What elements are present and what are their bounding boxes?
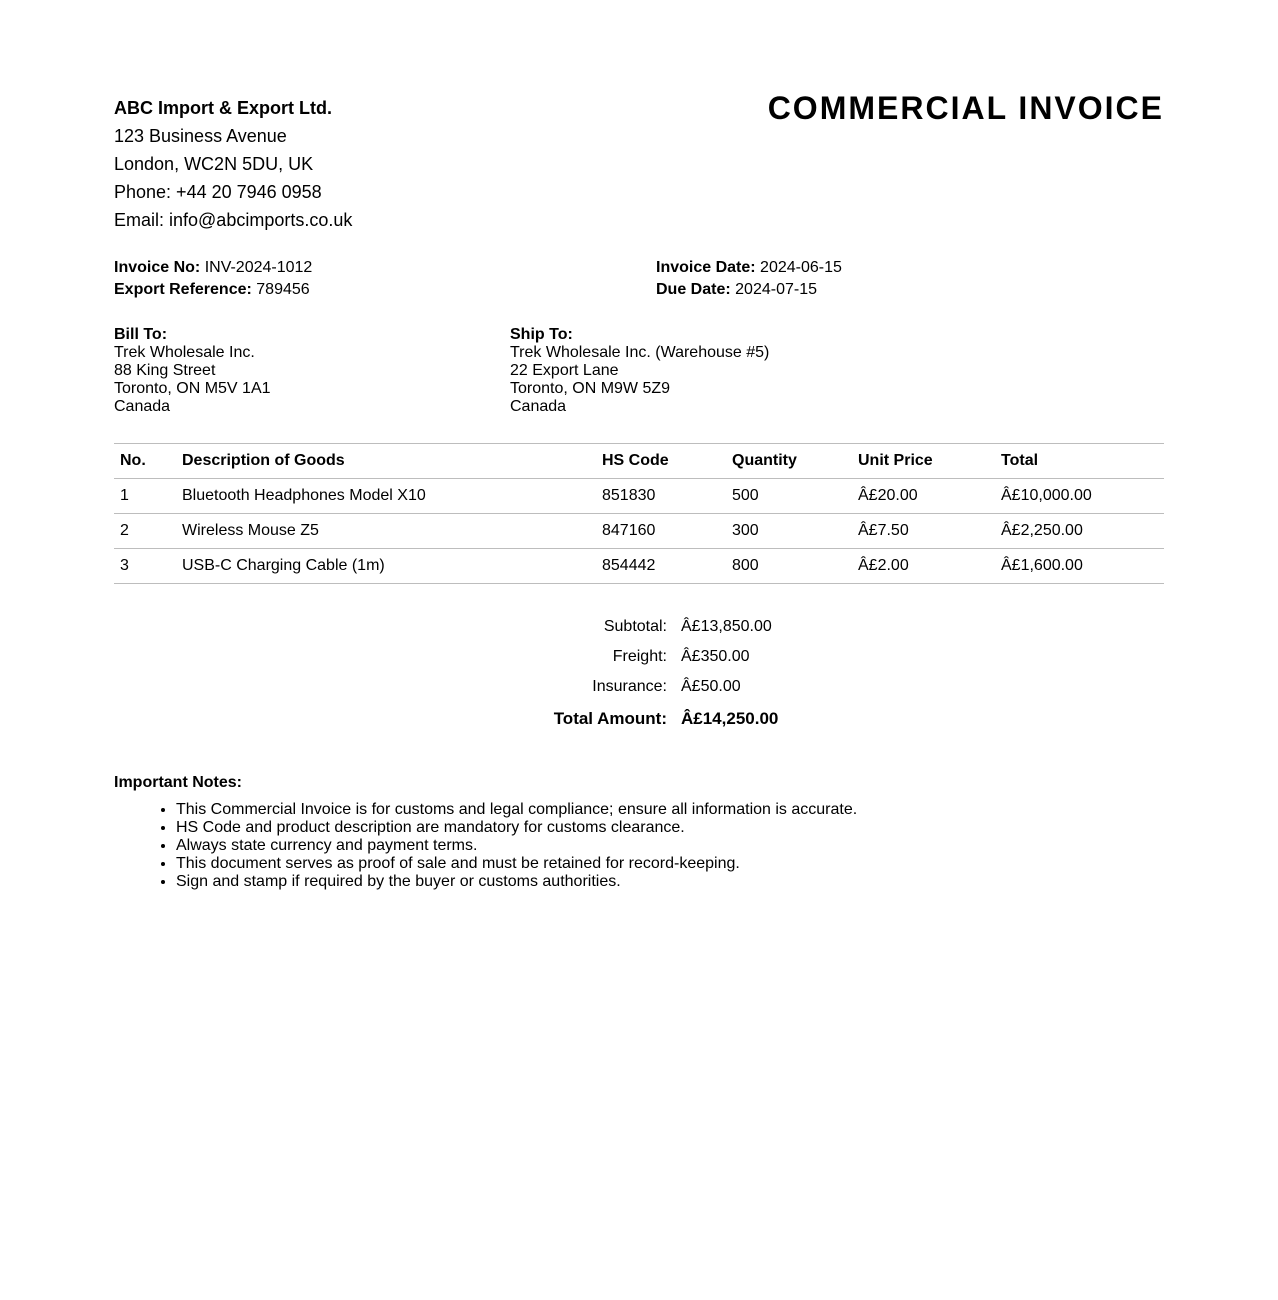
line-items-table [114, 443, 1164, 584]
bill-to-line: Trek Wholesale Inc. [114, 344, 255, 361]
cell-unit-price: Â£20.00 [852, 479, 995, 514]
table-row [114, 514, 1164, 549]
cell-hs-code: 854442 [596, 549, 726, 584]
invoice-number: INV-2024-1012 [204, 259, 313, 276]
export-reference-line [114, 279, 312, 301]
subtotal-value: Â£13,850.00 [681, 618, 772, 635]
table-row [114, 479, 1164, 514]
invoice-date: 2024-06-15 [760, 259, 842, 276]
bill-to-line: Canada [114, 398, 171, 415]
note-item: • Sign and stamp if required by the buyer or customs authorities. [176, 873, 857, 891]
invoice-number-line [114, 257, 312, 279]
ship-to-line: Trek Wholesale Inc. (Warehouse #5) [510, 344, 770, 361]
cell-description: USB-C Charging Cable (1m) [176, 549, 596, 584]
company-name: ABC Import & Export Ltd. [114, 98, 332, 118]
export-reference: 789456 [256, 281, 310, 298]
subtotal-row [114, 612, 1164, 642]
ship-to-line: Canada [510, 398, 567, 415]
due-date: 2024-07-15 [735, 281, 817, 298]
cell-unit-price: Â£7.50 [852, 514, 995, 549]
company-phone: Phone: +44 20 7946 0958 [114, 182, 322, 202]
cell-total: Â£1,600.00 [995, 549, 1164, 584]
freight-row [114, 642, 1164, 672]
note-item: • This document serves as proof of sale and must be retained for record-keeping. [176, 855, 857, 873]
cell-no: 1 [114, 479, 176, 514]
due-date-line [656, 279, 842, 301]
important-notes [114, 773, 857, 891]
cell-unit-price: Â£2.00 [852, 549, 995, 584]
column-header-hs-code: HS Code [596, 444, 726, 479]
insurance-row [114, 672, 1164, 702]
table-header-row [114, 444, 1164, 479]
document-title: COMMERCIAL INVOICE [767, 90, 1164, 126]
invoice-number-label: Invoice No: [114, 259, 201, 276]
cell-total: Â£2,250.00 [995, 514, 1164, 549]
invoice-date-label: Invoice Date: [656, 259, 756, 276]
cell-description: Wireless Mouse Z5 [176, 514, 596, 549]
due-date-label: Due Date: [656, 281, 731, 298]
table-row [114, 549, 1164, 584]
column-header-no: No. [114, 444, 176, 479]
note-item: • Always state currency and payment terms. [176, 837, 857, 855]
notes-title: Important Notes: [114, 774, 242, 791]
cell-hs-code: 851830 [596, 479, 726, 514]
cell-no: 2 [114, 514, 176, 549]
subtotal-label: Subtotal: [603, 618, 667, 635]
column-header-description: Description of Goods [176, 444, 596, 479]
bill-to-line: 88 King Street [114, 362, 216, 379]
company-email: Email: info@abcimports.co.uk [114, 210, 353, 230]
ship-to-block [510, 326, 769, 416]
company-info [114, 94, 352, 234]
note-item: • This Commercial Invoice is for customs and legal compliance; ensure all information is accurate. [176, 801, 857, 819]
column-header-quantity: Quantity [726, 444, 852, 479]
bill-to-label: Bill To: [114, 326, 168, 343]
company-address-line2: London, WC2N 5DU, UK [114, 154, 314, 174]
insurance-label: Insurance: [592, 678, 667, 695]
invoice-date-line [656, 257, 842, 279]
cell-quantity: 300 [726, 514, 852, 549]
cell-hs-code: 847160 [596, 514, 726, 549]
total-amount-label: Total Amount: [553, 709, 667, 728]
company-address-line1: 123 Business Avenue [114, 126, 287, 146]
cell-quantity: 500 [726, 479, 852, 514]
notes-list [114, 801, 857, 891]
invoice-meta-left [114, 257, 312, 301]
invoice-meta-right [656, 257, 842, 301]
ship-to-label: Ship To: [510, 326, 573, 343]
note-item: • HS Code and product description are mandatory for customs clearance. [176, 819, 857, 837]
total-amount-value: Â£14,250.00 [681, 709, 779, 728]
insurance-value: Â£50.00 [681, 678, 741, 695]
cell-total: Â£10,000.00 [995, 479, 1164, 514]
ship-to-line: 22 Export Lane [510, 362, 619, 379]
bill-to-block [114, 326, 271, 416]
total-amount-row [114, 702, 1164, 736]
cell-no: 3 [114, 549, 176, 584]
totals-block [114, 612, 1164, 736]
column-header-total: Total [995, 444, 1164, 479]
export-reference-label: Export Reference: [114, 281, 252, 298]
ship-to-line: Toronto, ON M9W 5Z9 [510, 380, 671, 397]
cell-description: Bluetooth Headphones Model X10 [176, 479, 596, 514]
freight-value: Â£350.00 [681, 648, 750, 665]
cell-quantity: 800 [726, 549, 852, 584]
freight-label: Freight: [612, 648, 667, 665]
bill-to-line: Toronto, ON M5V 1A1 [114, 380, 271, 397]
column-header-unit-price: Unit Price [852, 444, 995, 479]
